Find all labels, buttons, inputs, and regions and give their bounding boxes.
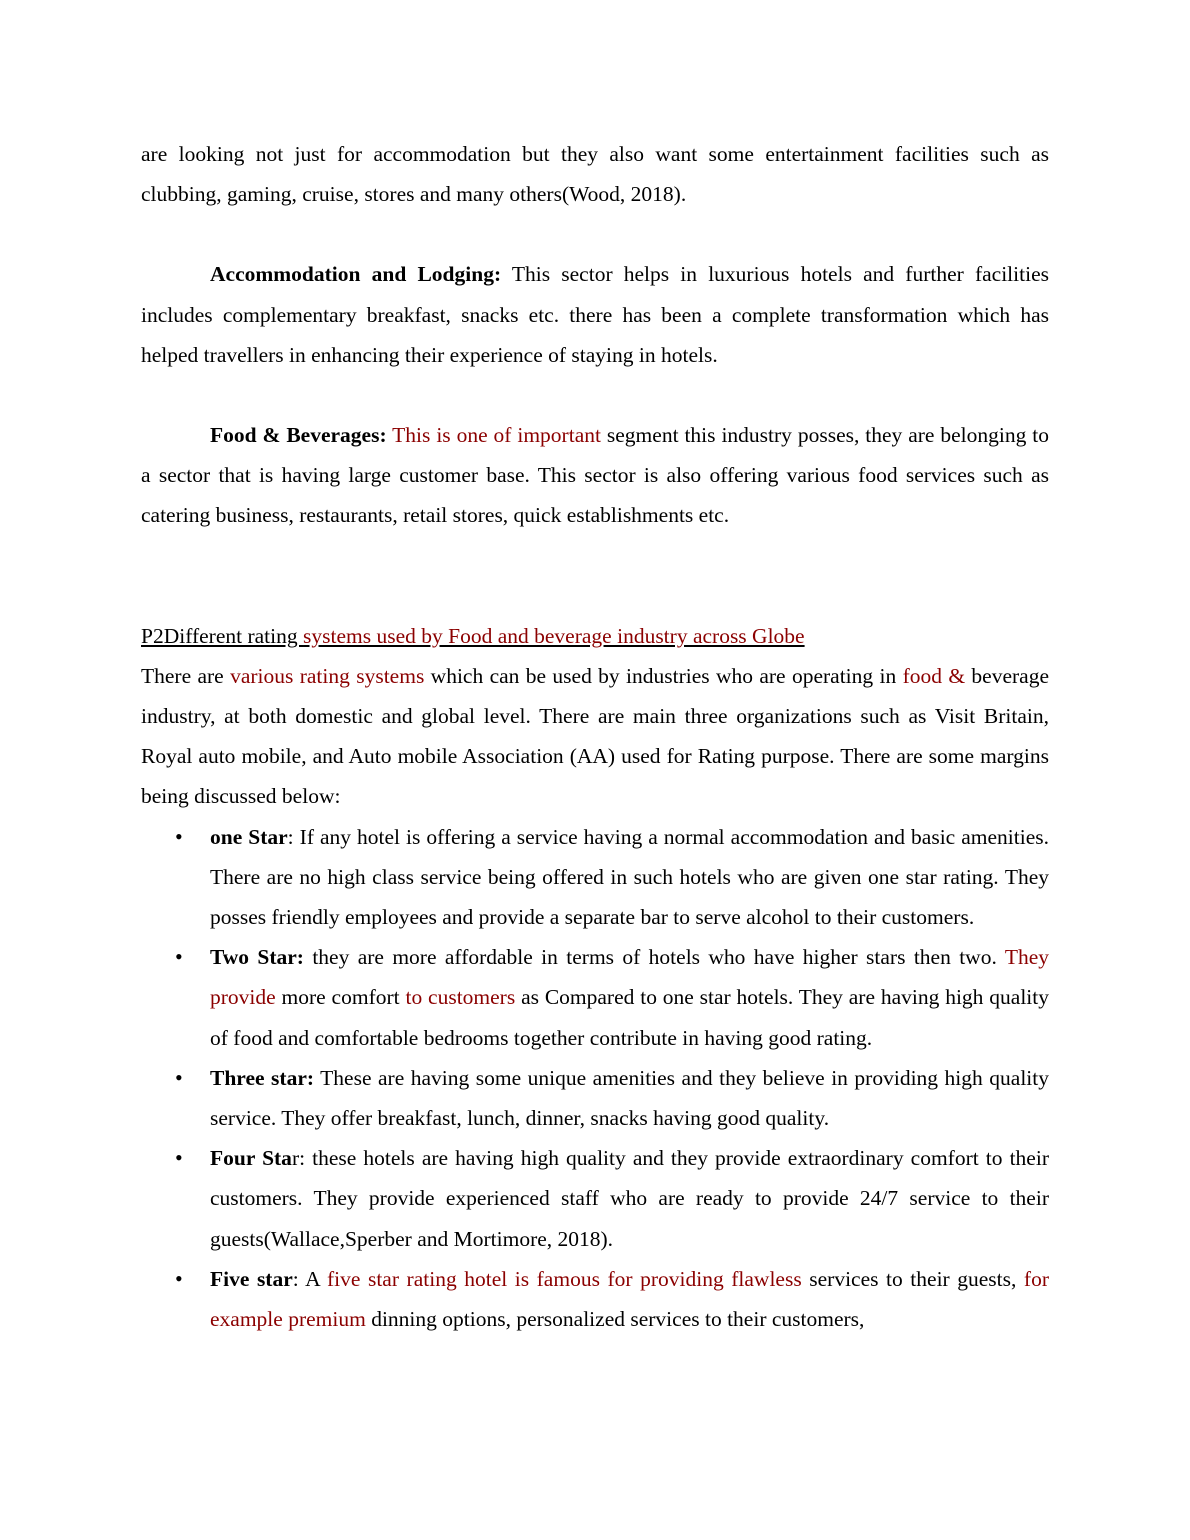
bullet-text: they are more affordable in terms of hotels who have higher stars then two. [303, 945, 1005, 970]
bullet-text: dinning options, personalized services to their customers, [365, 1307, 865, 1332]
highlighted-text: food & [902, 663, 966, 688]
bullet-text: These are having some unique amenities and they believe in providing high quality service. They offer breakfast, lunch, dinner, snacks having good quality. [210, 1065, 1049, 1131]
document-page [141, 134, 1049, 1339]
rating-bullet-list [141, 817, 1049, 1340]
highlighted-text: five star rating hotel is famous for providing flawless [326, 1266, 802, 1291]
bullet-text: : If any hotel is offering a service having a normal accommodation and basic amenities. There are no high class service being offered in such hotels who are given one star rating. They posses friendly employees and provide a separate bar to serve alcohol to their customers. [210, 824, 1049, 930]
bullet-two-star [175, 937, 1049, 1058]
paragraph-label: Accommodation and Lodging: [210, 262, 502, 287]
paragraph-text: are looking not just for accommodation but they also want some entertainment facilities such as clubbing, gaming, cruise, stores and many others(Wood, 2018). [141, 142, 1049, 207]
paragraph-text: segment this industry posses, they are belonging to a sector that is having large customer base. This sector is also offering various food services such as catering business, restaurants, retail stores, quick establishments etc. [141, 423, 1049, 528]
bullet-text: more comfort [275, 985, 406, 1010]
bullet-four-star [175, 1138, 1049, 1259]
bullet-label: Two Star: [210, 945, 304, 970]
bullet-icon: • [175, 1265, 183, 1291]
bullet-icon: • [175, 944, 183, 970]
heading-text: P2Different rating [141, 623, 304, 648]
intro-text: which can be used by industries who are operating in [424, 663, 903, 688]
highlighted-text: This is one of important [386, 423, 601, 448]
bullet-three-star [175, 1058, 1049, 1138]
paragraph-label: Food & Beverages: [210, 423, 387, 448]
bullet-text: r: these hotels are having high quality and they provide extraordinary comfort to their customers. They provide experienced staff who are ready to provide 24/7 service to their guests(Wallace,Sperber and Mortimore, 2018). [210, 1146, 1049, 1251]
bullet-label: Five star [210, 1266, 293, 1291]
bullet-text: as Compared to one star hotels. They are having high quality of food and comfortable bedrooms together contribute in having good rating. [210, 985, 1049, 1050]
intro-text: beverage industry, at both domestic and global level. There are main three organizations such as Visit Britain, Royal auto mobile, and Auto mobile Association (AA) used for Rating purpose. There are some margins being discussed below: [141, 663, 1049, 809]
bullet-label: Three star: [210, 1065, 315, 1090]
bullet-text: : A [292, 1266, 327, 1291]
intro-text: There are [141, 663, 231, 688]
bullet-label: one Star [210, 824, 288, 849]
paragraph-food-beverages [141, 415, 1049, 536]
paragraph-text: This sector helps in luxurious hotels and further facilities includes complementary breakfast, snacks etc. there has been a complete transformation which has helped travellers in enhancing their experience of staying in hotels. [141, 262, 1049, 367]
heading-highlighted-text: systems used by Food and beverage industry across Globe [303, 623, 805, 648]
paragraph-rating-intro [141, 656, 1049, 817]
bullet-icon: • [175, 1064, 183, 1090]
bullet-icon: • [175, 823, 183, 849]
section-heading [141, 616, 1049, 656]
bullet-label: Four Sta [210, 1146, 292, 1171]
highlighted-text: They provide [210, 945, 1049, 1010]
bullet-text: services to their guests, [801, 1266, 1024, 1291]
bullet-icon: • [175, 1145, 183, 1171]
bullet-one-star [175, 817, 1049, 938]
highlighted-text: various rating systems [230, 663, 425, 688]
paragraph-entertainment [141, 134, 1049, 214]
bullet-five-star [175, 1259, 1049, 1339]
highlighted-text: to customers [405, 985, 516, 1010]
paragraph-accommodation [141, 254, 1049, 375]
highlighted-text: for example premium [210, 1266, 1049, 1332]
